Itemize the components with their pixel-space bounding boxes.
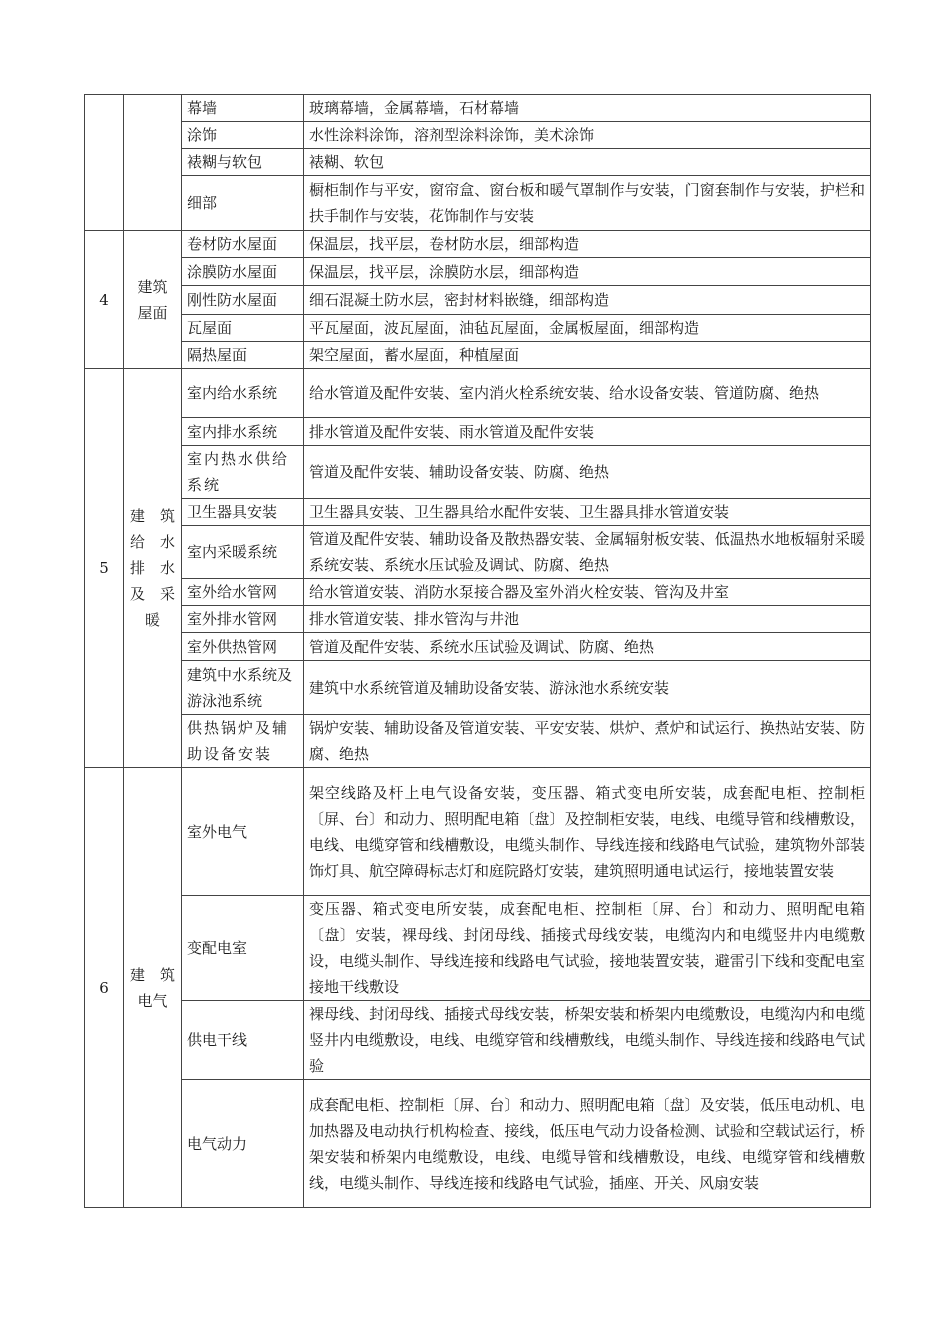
content-cell: 裱糊、软包 — [304, 149, 871, 176]
table-row — [85, 1001, 871, 1080]
sub-division-cell: 裱糊与软包 — [182, 149, 304, 176]
sub-division-cell: 室内热水供给系统 — [182, 446, 304, 499]
table-row — [85, 369, 871, 418]
sub-division-cell: 建筑中水系统及游泳池系统 — [182, 661, 304, 715]
sub-division-cell: 涂饰 — [182, 122, 304, 149]
sub-division-cell: 隔热屋面 — [182, 342, 304, 369]
table-row — [85, 768, 871, 896]
row-number-cell: 4 — [85, 231, 124, 369]
sub-division-cell: 室外电气 — [182, 768, 304, 896]
sub-division-cell: 室内排水系统 — [182, 418, 304, 446]
table-row — [85, 176, 871, 231]
category-line: 排 水 — [129, 559, 175, 577]
table-row — [85, 286, 871, 315]
sub-division-cell: 卫生器具安装 — [182, 499, 304, 526]
content-cell: 细石混凝土防水层，密封材料嵌缝，细部构造 — [304, 286, 871, 315]
sub-division-cell: 刚性防水屋面 — [182, 286, 304, 315]
sub-division-cell: 细部 — [182, 176, 304, 231]
content-cell: 排水管道安装、排水管沟与井池 — [304, 606, 871, 633]
sub-division-cell: 瓦屋面 — [182, 315, 304, 342]
content-cell: 平瓦屋面，波瓦屋面，油毡瓦屋面，金属板屋面，细部构造 — [304, 315, 871, 342]
content-cell: 成套配电柜、控制柜〔屏、台〕和动力、照明配电箱〔盘〕及安装，低压电动机、电加热器及电动执行机构检查、接线，低压电气动力设备检测、试验和空载试运行，桥架安装和桥架内电缆敷设，电线、电缆导管和线槽敷设，电线、电缆穿管和线槽敷线，电缆头制作、导线连接和线路电气试验，插座、开关、风扇安装 — [304, 1080, 871, 1208]
table-row — [85, 418, 871, 446]
sub-division-cell: 幕墙 — [182, 95, 304, 122]
sub-division-cell: 室内给水系统 — [182, 369, 304, 418]
row-number-cell — [85, 95, 124, 231]
table-row — [85, 526, 871, 579]
content-cell: 变压器、箱式变电所安装，成套配电柜、控制柜〔屏、台〕和动力、照明配电箱〔盘〕安装，裸母线、封闭母线、插接式母线安装，电缆沟内和电缆竖井内电缆敷设，电缆头制作、导线连接和线路电气试验，接地装置安装，避雷引下线和变配电室接地干线敷设 — [304, 896, 871, 1001]
sub-division-cell: 室外排水管网 — [182, 606, 304, 633]
table-row — [85, 258, 871, 286]
row-number-cell: 5 — [85, 369, 124, 768]
table-row — [85, 446, 871, 499]
category-line: 屋面 — [137, 303, 168, 322]
category-cell — [124, 95, 182, 231]
table-row — [85, 122, 871, 149]
category-line: 建 筑 — [129, 965, 175, 984]
category-cell — [124, 369, 182, 768]
table-row — [85, 896, 871, 1001]
content-cell: 建筑中水系统管道及辅助设备安装、游泳池水系统安装 — [304, 661, 871, 715]
category-cell — [124, 768, 182, 1208]
content-cell: 水性涂料涂饰，溶剂型涂料涂饰，美术涂饰 — [304, 122, 871, 149]
sub-division-cell: 涂膜防水屋面 — [182, 258, 304, 286]
content-cell: 保温层，找平层，涂膜防水层，细部构造 — [304, 258, 871, 286]
table-row — [85, 606, 871, 633]
sub-division-cell: 供热锅炉及辅助设备安装 — [182, 715, 304, 768]
table-row — [85, 633, 871, 661]
content-cell: 裸母线、封闭母线、插接式母线安装，桥架安装和桥架内电缆敷设，电缆沟内和电缆竖井内电缆敷设，电线、电缆穿管和线槽敷线，电缆头制作、导线连接和线路电气试验 — [304, 1001, 871, 1080]
content-cell: 排水管道及配件安装、雨水管道及配件安装 — [304, 418, 871, 446]
row-number-cell: 6 — [85, 768, 124, 1208]
table-row — [85, 579, 871, 606]
table-row — [85, 231, 871, 258]
content-cell: 架空线路及杆上电气设备安装，变压器、箱式变电所安装，成套配电柜、控制柜〔屏、台〕和动力、照明配电箱〔盘〕及控制柜安装，电线、电缆导管和线槽敷设，电线、电缆穿管和线槽敷设，电缆头制作、导线连接和线路电气试验，建筑物外部装饰灯具、航空障碍标志灯和庭院路灯安装，建筑照明通电试运行，接地装置安装 — [304, 768, 871, 896]
sub-division-cell: 卷材防水屋面 — [182, 231, 304, 258]
category-line: 电气 — [137, 991, 168, 1010]
content-cell: 管道及配件安装、辅助设备安装、防腐、绝热 — [304, 446, 871, 499]
category-line: 及 采 — [129, 585, 175, 603]
content-cell: 管道及配件安装、辅助设备及散热器安装、金属辐射板安装、低温热水地板辐射采暖系统安装、系统水压试验及调试、防腐、绝热 — [304, 526, 871, 579]
table-row — [85, 315, 871, 342]
sub-division-cell: 供电干线 — [182, 1001, 304, 1080]
sub-division-cell: 室外供热管网 — [182, 633, 304, 661]
table-row — [85, 149, 871, 176]
table-row — [85, 342, 871, 369]
table-row — [85, 1080, 871, 1208]
category-line: 建筑 — [137, 277, 168, 296]
sub-division-cell: 变配电室 — [182, 896, 304, 1001]
category-line: 暖 — [144, 611, 160, 629]
content-cell: 玻璃幕墙，金属幕墙，石材幕墙 — [304, 95, 871, 122]
content-cell: 锅炉安装、辅助设备及管道安装、平安安装、烘炉、煮炉和试运行、换热站安装、防腐、绝热 — [304, 715, 871, 768]
category-line: 建 筑 — [129, 507, 175, 525]
content-cell: 架空屋面，蓄水屋面，种植屋面 — [304, 342, 871, 369]
content-cell: 卫生器具安装、卫生器具给水配件安装、卫生器具排水管道安装 — [304, 499, 871, 526]
table-row — [85, 715, 871, 768]
category-cell — [124, 231, 182, 369]
category-line: 给 水 — [129, 533, 175, 551]
sub-division-cell: 室内采暖系统 — [182, 526, 304, 579]
content-cell: 给水管道安装、消防水泵接合器及室外消火栓安装、管沟及井室 — [304, 579, 871, 606]
content-cell: 管道及配件安装、系统水压试验及调试、防腐、绝热 — [304, 633, 871, 661]
sub-division-cell: 室外给水管网 — [182, 579, 304, 606]
content-cell: 保温层，找平层，卷材防水层，细部构造 — [304, 231, 871, 258]
content-cell: 给水管道及配件安装、室内消火栓系统安装、给水设备安装、管道防腐、绝热 — [304, 369, 871, 418]
content-cell: 橱柜制作与平安，窗帘盒、窗台板和暖气罩制作与安装，门窗套制作与安装，护栏和扶手制作与安装，花饰制作与安装 — [304, 176, 871, 231]
acceptance-division-table — [84, 94, 871, 1208]
table-row — [85, 661, 871, 715]
table-row — [85, 499, 871, 526]
sub-division-cell: 电气动力 — [182, 1080, 304, 1208]
table-row — [85, 95, 871, 122]
